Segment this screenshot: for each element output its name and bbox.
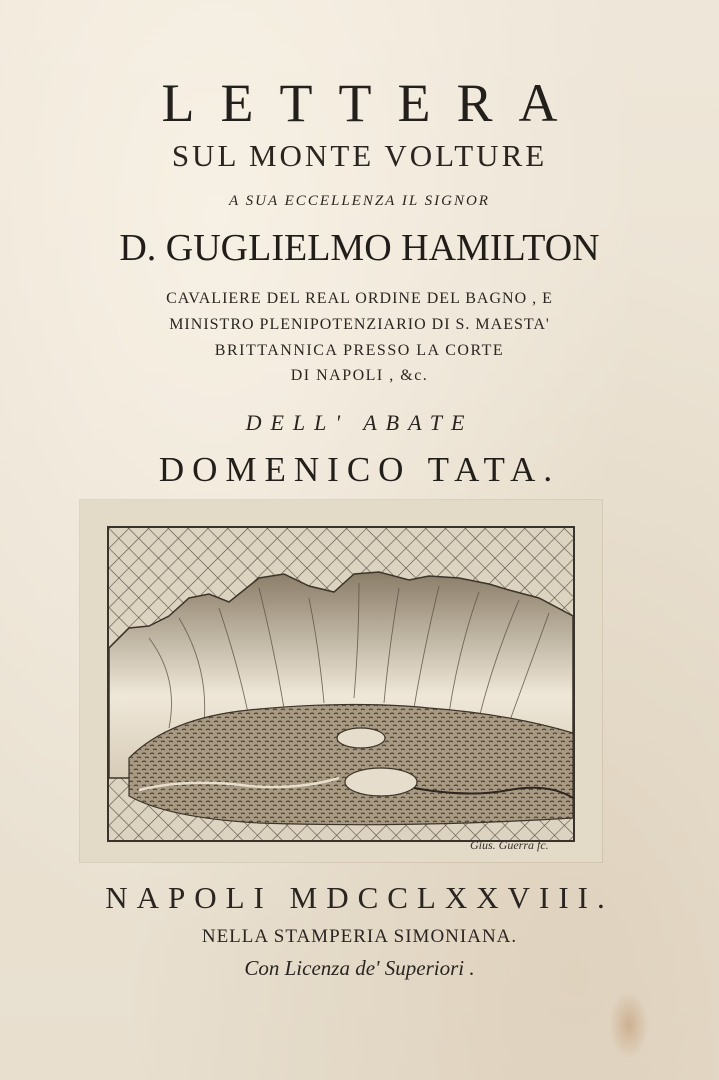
subtitle: SUL MONTE VOLTURE [171, 138, 548, 173]
paper-stain [609, 990, 649, 1060]
honors-line-2: MINISTRO PLENIPOTENZIARIO DI S. MAESTA' [169, 316, 550, 333]
honors-line-1: CAVALIERE DEL REAL ORDINE DEL BAGNO , E [166, 290, 553, 307]
title: LETTERA [161, 73, 584, 133]
honors-line-3: BRITTANNICA PRESSO LA CORTE [214, 342, 505, 359]
dedicatee-name: D. GUGLIELMO HAMILTON [119, 227, 600, 269]
author-name: DOMENICO TATA. [158, 450, 561, 489]
engraver-signature: Gius. Guerra fc. [470, 838, 549, 852]
license-line: Con Licenza de' Superiori . [244, 956, 475, 980]
dedication-line: A SUA ECCELLENZA IL SIGNOR [229, 193, 490, 209]
imprint-place-year: NAPOLI MDCCLXXVIII. [105, 880, 614, 915]
honors-line-4: DI NAPOLI , &c. [290, 367, 429, 384]
mount-vulture-engraving [107, 526, 575, 842]
by-line: DELL' ABATE [245, 410, 474, 435]
printer-name: NELLA STAMPERIA SIMONIANA. [201, 926, 518, 947]
